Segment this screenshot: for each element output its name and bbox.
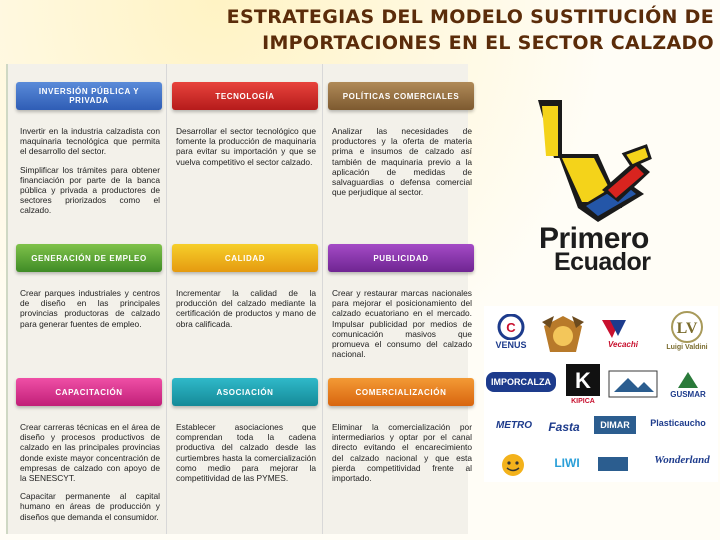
brand-logo-liwi: LIWI — [554, 456, 580, 470]
strategy-header: PUBLICIDAD — [328, 244, 474, 272]
brand-logos-panel — [484, 306, 718, 482]
brand-logo-metro: METRO — [495, 420, 533, 431]
strategy-header: ASOCIACIÓN — [172, 378, 318, 406]
strategy-advertising — [328, 244, 474, 367]
brand-logo-dimar: DIMAR — [594, 416, 636, 434]
strategy-training — [16, 378, 162, 530]
strategy-header: POLÍTICAS COMERCIALES — [328, 82, 474, 110]
strategy-description: Eliminar la comercialización por intermediarios y optar por el canal directo evitando el encarecimiento del calzado nacional y que esta pierda competitividad frente al importado. — [332, 422, 472, 484]
strategy-employment — [16, 244, 162, 337]
brand-logo-fasta: Fasta — [548, 420, 580, 434]
brand-logo-mountain — [608, 370, 658, 398]
strategy-technology — [172, 82, 318, 175]
strategy-quality — [172, 244, 318, 337]
strategy-header: TECNOLOGÍA — [172, 82, 318, 110]
strategy-header: CAPACITACIÓN — [16, 378, 162, 406]
strategy-description: Invertir en la industria calzadista con maquinaria tecnológica que permita el desarrollo del sector. Simplificar los trámites para obtener financiación por parte de la banca pública y privada a productores de sectores priorizados como el calzado. — [20, 126, 160, 216]
strategy-investment — [16, 82, 162, 224]
strategy-header: GENERACIÓN DE EMPLEO — [16, 244, 162, 272]
brand-logo-wonderland: Wonderland — [654, 454, 710, 466]
svg-text:LV: LV — [676, 320, 698, 337]
column-divider — [322, 64, 323, 534]
strategy-description: Crear carreras técnicas en el área de diseño y procesos productivos de calzado en las principales provincias donde existe mayor concentración de empresas de calzado con apoyo de la SENESCYT. Capacitar permanente al capital humano en áreas de producción y diseños que demanda el consumidor. — [20, 422, 160, 522]
strategy-header: INVERSIÓN PÚBLICA Y PRIVADA — [16, 82, 162, 110]
brand-logo-small — [596, 454, 630, 474]
strategy-commercialization — [328, 378, 474, 491]
strategy-description: Analizar las necesidades de productores y la oferta de materia prima e insumos de calzado así también de maquinaria previo a la aplicación de medidas de salvaguardias o defensa comercial que perjudique al sector. — [332, 126, 472, 198]
brand-logo-gusmar: GUSMAR — [662, 368, 714, 399]
column-divider — [166, 64, 167, 534]
logo-text-ecuador: Ecuador — [554, 248, 651, 276]
svg-text:C: C — [506, 320, 516, 335]
brand-logo-vecachi: Vecachi — [596, 316, 650, 349]
strategy-header: CALIDAD — [172, 244, 318, 272]
strategy-description: Desarrollar el sector tecnológico que fomente la producción de maquinaria para evitar su importación y que se vuelva competitivo el sector calzado. — [176, 126, 316, 167]
brand-logo-kipica: K KIPICA — [564, 362, 602, 405]
svg-text:K: K — [575, 368, 591, 393]
strategy-trade-policy — [328, 82, 474, 205]
strategy-description: Crear y restaurar marcas nacionales para mejorar el posicionamiento del calzado ecuatoriano en el mercado. Impulsar publicidad por medios de comunicación masivos que promueva el consumo del calzado nacional. — [332, 288, 472, 360]
brand-logo-imporcalza: IMPORCALZA — [486, 372, 556, 392]
brand-logo-venus: C VENUS — [490, 314, 532, 350]
strategy-description: Establecer asociaciones que comprendan toda la cadena productiva del calzado desde las curtiembres hasta la comercialización como medio para mejorar la competitividad de las PYMES. — [176, 422, 316, 484]
brand-logo-emoji — [498, 452, 528, 478]
page-title — [154, 4, 714, 56]
brand-logo-luigi-valdini: LV Luigi Valdini — [660, 310, 714, 351]
title-line-2: IMPORTACIONES EN EL SECTOR CALZADO — [262, 32, 714, 54]
strategy-association — [172, 378, 318, 491]
strategies-panel — [6, 64, 472, 534]
brand-logo-plasticaucho: Plasticaucho — [650, 418, 706, 428]
strategy-description: Crear parques industriales y centros de diseño en las principales provincias productoras de calzado para generar fuentes de empleo. — [20, 288, 160, 329]
logo-text-primero: Primero — [539, 222, 649, 255]
strategy-description: Incrementar la calidad de la producción del calzado mediante la certificación de productos y mano de obra calificada. — [176, 288, 316, 329]
strategy-header: COMERCIALIZACIÓN — [328, 378, 474, 406]
title-line-1: ESTRATEGIAS DEL MODELO SUSTITUCIÓN DE — [226, 6, 714, 28]
brand-logo-emblem — [540, 312, 586, 356]
